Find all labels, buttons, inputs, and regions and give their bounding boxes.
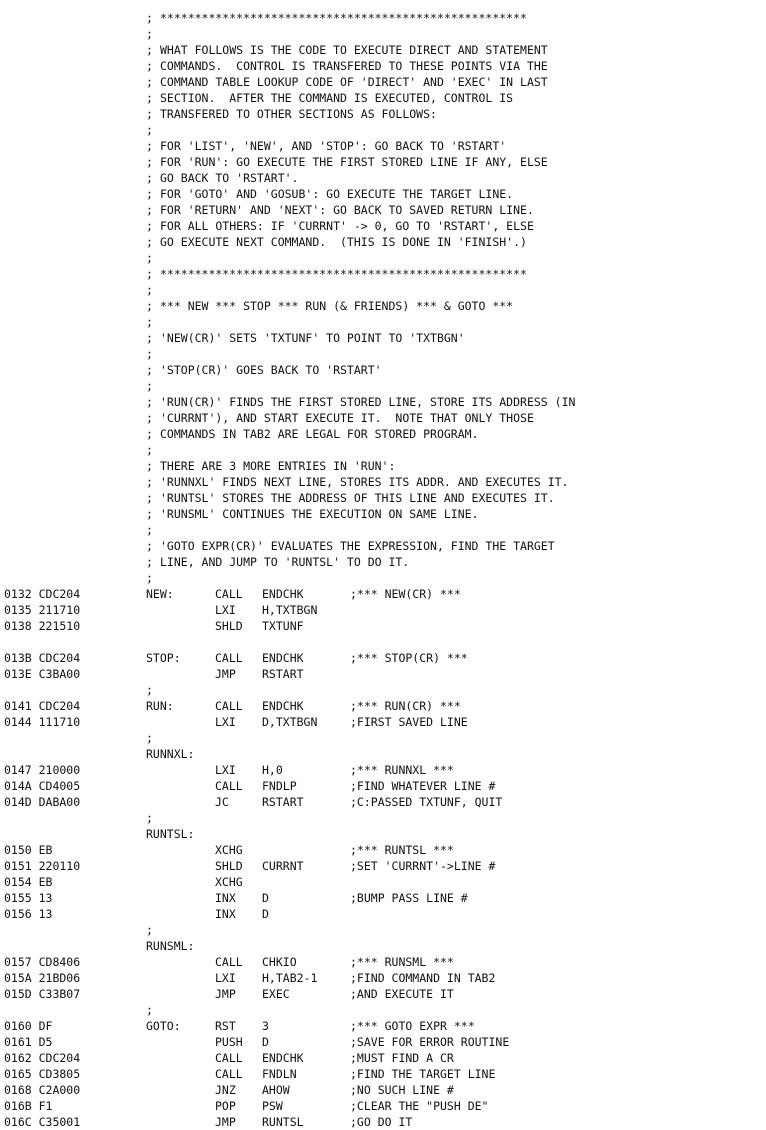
comment-text: FOR 'GOTO' AND 'GOSUB': GO EXECUTE THE TARGET LINE.	[160, 187, 514, 201]
comment-semicolon: ;	[146, 411, 153, 425]
comment-text: 'CURRNT'), AND START EXECUTE IT. NOTE THAT ONLY THOSE	[160, 411, 534, 425]
comment-semicolon: ;	[146, 1003, 153, 1017]
comment-semicolon: ;	[146, 491, 153, 505]
line-comment: ;CLEAR THE "PUSH DE"	[350, 1099, 489, 1113]
mnemonic: CALL	[215, 699, 243, 713]
code-line	[0, 1002, 766, 1018]
line-comment: ;*** RUN(CR) ***	[350, 699, 461, 713]
code-line	[0, 986, 766, 1002]
comment-semicolon: ;	[146, 571, 153, 585]
operand: H,TXTBGN	[262, 603, 318, 617]
comment-line	[0, 106, 766, 122]
operand: RUNTSL	[262, 1115, 304, 1129]
code-line	[0, 794, 766, 810]
mnemonic: XCHG	[215, 875, 243, 889]
code-line	[0, 954, 766, 970]
line-comment: ;*** NEW(CR) ***	[350, 587, 461, 601]
comment-line	[0, 442, 766, 458]
comment-line	[0, 202, 766, 218]
comment-line	[0, 362, 766, 378]
comment-line	[0, 314, 766, 330]
comment-line	[0, 298, 766, 314]
comment-semicolon: ;	[146, 155, 153, 169]
line-comment: ;FIRST SAVED LINE	[350, 715, 468, 729]
comment-text: 'GOTO EXPR(CR)' EVALUATES THE EXPRESSION, FIND THE TARGET	[160, 539, 555, 553]
line-comment: ;*** RUNTSL ***	[350, 843, 454, 857]
code-line	[0, 1082, 766, 1098]
comment-line	[0, 154, 766, 170]
comment-text: WHAT FOLLOWS IS THE CODE TO EXECUTE DIRECT AND STATEMENT	[160, 43, 548, 57]
address-opcode: 016B F1	[4, 1099, 53, 1113]
code-line	[0, 730, 766, 746]
operand: H,TAB2-1	[262, 971, 318, 985]
line-comment: ;*** STOP(CR) ***	[350, 651, 468, 665]
comment-semicolon: ;	[146, 203, 153, 217]
comment-line	[0, 554, 766, 570]
mnemonic: PUSH	[215, 1035, 243, 1049]
mnemonic: JMP	[215, 667, 236, 681]
comment-semicolon: ;	[146, 379, 153, 393]
comment-line	[0, 474, 766, 490]
comment-text: COMMANDS. CONTROL IS TRANSFERED TO THESE POINTS VIA THE	[160, 59, 548, 73]
comment-line	[0, 458, 766, 474]
address-opcode: 0147 210000	[4, 763, 81, 777]
comment-line	[0, 538, 766, 554]
address-opcode: 0151 220110	[4, 859, 81, 873]
mnemonic: CALL	[215, 1067, 243, 1081]
mnemonic: CALL	[215, 651, 243, 665]
comment-text: FOR ALL OTHERS: IF 'CURRNT' -> 0, GO TO 'RSTART', ELSE	[160, 219, 534, 233]
comment-semicolon: ;	[146, 507, 153, 521]
address-opcode: 0135 211710	[4, 603, 81, 617]
mnemonic: LXI	[215, 971, 236, 985]
comment-semicolon: ;	[146, 395, 153, 409]
mnemonic: JMP	[215, 987, 236, 1001]
line-comment: ;BUMP PASS LINE #	[350, 891, 468, 905]
mnemonic: JC	[215, 795, 229, 809]
operand: ENDCHK	[262, 651, 304, 665]
comment-line	[0, 90, 766, 106]
operand: FNDLP	[262, 779, 297, 793]
operand: CHKIO	[262, 955, 297, 969]
line-comment: ;C:PASSED TXTUNF, QUIT	[350, 795, 503, 809]
code-line	[0, 922, 766, 938]
code-line	[0, 1066, 766, 1082]
comment-semicolon: ;	[146, 555, 153, 569]
code-line	[0, 762, 766, 778]
comment-semicolon: ;	[146, 171, 153, 185]
comment-text: 'RUNNXL' FINDS NEXT LINE, STORES ITS ADDR. AND EXECUTES IT.	[160, 475, 569, 489]
line-comment: ;FIND THE TARGET LINE	[350, 1067, 496, 1081]
operand: TXTUNF	[262, 619, 304, 633]
comment-line	[0, 10, 766, 26]
comment-line	[0, 170, 766, 186]
comment-semicolon: ;	[146, 75, 153, 89]
comment-line	[0, 346, 766, 362]
address-opcode: 0162 CDC204	[4, 1051, 81, 1065]
comment-line	[0, 266, 766, 282]
comment-semicolon: ;	[146, 251, 153, 265]
comment-line	[0, 218, 766, 234]
mnemonic: LXI	[215, 603, 236, 617]
mnemonic: POP	[215, 1099, 236, 1113]
comment-text: COMMANDS IN TAB2 ARE LEGAL FOR STORED PROGRAM.	[160, 427, 479, 441]
code-line	[0, 682, 766, 698]
comment-line	[0, 410, 766, 426]
address-opcode: 0165 CD3805	[4, 1067, 81, 1081]
comment-semicolon: ;	[146, 283, 153, 297]
address-opcode: 013E C3BA00	[4, 667, 81, 681]
operand: ENDCHK	[262, 1051, 304, 1065]
code-line	[0, 810, 766, 826]
operand: RSTART	[262, 667, 304, 681]
comment-semicolon: ;	[146, 91, 153, 105]
address-opcode: 0132 CDC204	[4, 587, 81, 601]
comment-text: COMMAND TABLE LOOKUP CODE OF 'DIRECT' AND 'EXEC' IN LAST	[160, 75, 548, 89]
comment-semicolon: ;	[146, 107, 153, 121]
code-line	[0, 746, 766, 762]
comment-text: 'STOP(CR)' GOES BACK TO 'RSTART'	[160, 363, 382, 377]
operand: FNDLN	[262, 1067, 297, 1081]
comment-semicolon: ;	[146, 363, 153, 377]
comment-line	[0, 138, 766, 154]
comment-semicolon: ;	[146, 123, 153, 137]
operand: PSW	[262, 1099, 283, 1113]
line-comment: ;SAVE FOR ERROR ROUTINE	[350, 1035, 510, 1049]
comment-text: *** NEW *** STOP *** RUN (& FRIENDS) *** & GOTO ***	[160, 299, 514, 313]
comment-text: 'NEW(CR)' SETS 'TXTUNF' TO POINT TO 'TXTBGN'	[160, 331, 465, 345]
comment-line	[0, 490, 766, 506]
operand: D	[262, 1035, 269, 1049]
mnemonic: CALL	[215, 779, 243, 793]
code-line	[0, 874, 766, 890]
comment-line	[0, 330, 766, 346]
comment-semicolon: ;	[146, 43, 153, 57]
mnemonic: SHLD	[215, 619, 243, 633]
comment-line	[0, 250, 766, 266]
mnemonic: SHLD	[215, 859, 243, 873]
comment-semicolon: ;	[146, 299, 153, 313]
address-opcode: 015A 21BD06	[4, 971, 81, 985]
comment-semicolon: ;	[146, 427, 153, 441]
code-line	[0, 938, 766, 954]
code-label: GOTO:	[146, 1019, 181, 1033]
comment-line	[0, 522, 766, 538]
mnemonic: INX	[215, 907, 236, 921]
comment-text: GO EXECUTE NEXT COMMAND. (THIS IS DONE IN 'FINISH'.)	[160, 235, 527, 249]
comment-semicolon: ;	[146, 219, 153, 233]
mnemonic: CALL	[215, 1051, 243, 1065]
address-opcode: 0168 C2A000	[4, 1083, 81, 1097]
comment-semicolon: ;	[146, 11, 153, 25]
address-opcode: 0141 CDC204	[4, 699, 81, 713]
comment-line	[0, 506, 766, 522]
mnemonic: INX	[215, 891, 236, 905]
code-line	[0, 698, 766, 714]
line-comment: ;*** GOTO EXPR ***	[350, 1019, 475, 1033]
code-line	[0, 618, 766, 634]
comment-semicolon: ;	[146, 347, 153, 361]
address-opcode: 0154 EB	[4, 875, 53, 889]
address-opcode: 014D DABA00	[4, 795, 81, 809]
address-opcode: 0157 CD8406	[4, 955, 81, 969]
comment-semicolon: ;	[146, 235, 153, 249]
code-line	[0, 970, 766, 986]
line-comment: ;SET 'CURRNT'->LINE #	[350, 859, 496, 873]
operand: EXEC	[262, 987, 290, 1001]
comment-text: 'RUNSML' CONTINUES THE EXECUTION ON SAME LINE.	[160, 507, 479, 521]
operand: D	[262, 907, 269, 921]
address-opcode: 014A CD4005	[4, 779, 81, 793]
address-opcode: 013B CDC204	[4, 651, 81, 665]
comment-text: LINE, AND JUMP TO 'RUNTSL' TO DO IT.	[160, 555, 410, 569]
code-line	[0, 1098, 766, 1114]
comment-text: *****************************************************	[160, 267, 527, 281]
code-line	[0, 842, 766, 858]
code-label: NEW:	[146, 587, 174, 601]
comment-line	[0, 426, 766, 442]
comment-semicolon: ;	[146, 731, 153, 745]
operand: AHOW	[262, 1083, 290, 1097]
comment-line	[0, 26, 766, 42]
address-opcode: 0150 EB	[4, 843, 53, 857]
address-opcode: 0156 13	[4, 907, 53, 921]
comment-text: TRANSFERED TO OTHER SECTIONS AS FOLLOWS:	[160, 107, 437, 121]
code-line	[0, 650, 766, 666]
operand: CURRNT	[262, 859, 304, 873]
comment-semicolon: ;	[146, 443, 153, 457]
comment-semicolon: ;	[146, 139, 153, 153]
address-opcode: 0161 D5	[4, 1035, 53, 1049]
code-line	[0, 602, 766, 618]
operand: 3	[262, 1019, 269, 1033]
line-comment: ;FIND WHATEVER LINE #	[350, 779, 496, 793]
code-line	[0, 1034, 766, 1050]
line-comment: ;*** RUNSML ***	[350, 955, 454, 969]
comment-text: 'RUN(CR)' FINDS THE FIRST STORED LINE, STORE ITS ADDRESS (IN	[160, 395, 576, 409]
comment-text: THERE ARE 3 MORE ENTRIES IN 'RUN':	[160, 459, 396, 473]
comment-semicolon: ;	[146, 811, 153, 825]
comment-semicolon: ;	[146, 267, 153, 281]
line-comment: ;*** RUNNXL ***	[350, 763, 454, 777]
code-line	[0, 778, 766, 794]
mnemonic: JMP	[215, 1115, 236, 1129]
comment-text: 'RUNTSL' STORES THE ADDRESS OF THIS LINE AND EXECUTES IT.	[160, 491, 555, 505]
code-line	[0, 906, 766, 922]
comment-semicolon: ;	[146, 27, 153, 41]
comment-line	[0, 122, 766, 138]
comment-semicolon: ;	[146, 331, 153, 345]
comment-line	[0, 58, 766, 74]
comment-semicolon: ;	[146, 459, 153, 473]
mnemonic: XCHG	[215, 843, 243, 857]
code-line	[0, 666, 766, 682]
address-opcode: 0138 221510	[4, 619, 81, 633]
line-comment: ;MUST FIND A CR	[350, 1051, 454, 1065]
operand: RSTART	[262, 795, 304, 809]
line-comment: ;NO SUCH LINE #	[350, 1083, 454, 1097]
comment-line	[0, 394, 766, 410]
comment-text: FOR 'LIST', 'NEW', AND 'STOP': GO BACK TO 'RSTART'	[160, 139, 507, 153]
operand: ENDCHK	[262, 587, 304, 601]
comment-text: *****************************************************	[160, 11, 527, 25]
comment-line	[0, 234, 766, 250]
comment-text: SECTION. AFTER THE COMMAND IS EXECUTED, CONTROL IS	[160, 91, 514, 105]
comment-semicolon: ;	[146, 59, 153, 73]
mnemonic: LXI	[215, 763, 236, 777]
address-opcode: 0160 DF	[4, 1019, 53, 1033]
line-comment: ;AND EXECUTE IT	[350, 987, 454, 1001]
operand: ENDCHK	[262, 699, 304, 713]
comment-text: FOR 'RETURN' AND 'NEXT': GO BACK TO SAVED RETURN LINE.	[160, 203, 534, 217]
mnemonic: LXI	[215, 715, 236, 729]
line-comment: ;GO DO IT	[350, 1115, 413, 1129]
comment-semicolon: ;	[146, 523, 153, 537]
code-line	[0, 1114, 766, 1130]
comment-line	[0, 74, 766, 90]
address-opcode: 0144 111710	[4, 715, 81, 729]
comment-semicolon: ;	[146, 475, 153, 489]
address-opcode: 016C C35001	[4, 1115, 81, 1129]
address-opcode: 015D C33B07	[4, 987, 81, 1001]
code-line	[0, 714, 766, 730]
comment-text: GO BACK TO 'RSTART'.	[160, 171, 299, 185]
operand: D	[262, 891, 269, 905]
code-label: RUNTSL:	[146, 827, 195, 841]
comment-line	[0, 42, 766, 58]
comment-line	[0, 570, 766, 586]
code-line	[0, 1018, 766, 1034]
code-label: RUNSML:	[146, 939, 195, 953]
mnemonic: JNZ	[215, 1083, 236, 1097]
comment-semicolon: ;	[146, 923, 153, 937]
code-line	[0, 858, 766, 874]
code-line	[0, 586, 766, 602]
comment-line	[0, 378, 766, 394]
code-line	[0, 890, 766, 906]
code-label: STOP:	[146, 651, 181, 665]
comment-semicolon: ;	[146, 683, 153, 697]
operand: D,TXTBGN	[262, 715, 318, 729]
mnemonic: RST	[215, 1019, 236, 1033]
line-comment: ;FIND COMMAND IN TAB2	[350, 971, 496, 985]
code-label: RUN:	[146, 699, 174, 713]
comment-semicolon: ;	[146, 539, 153, 553]
code-line	[0, 1050, 766, 1066]
comment-line	[0, 186, 766, 202]
comment-line	[0, 282, 766, 298]
mnemonic: CALL	[215, 587, 243, 601]
operand: H,0	[262, 763, 283, 777]
code-label: RUNNXL:	[146, 747, 195, 761]
comment-semicolon: ;	[146, 187, 153, 201]
address-opcode: 0155 13	[4, 891, 53, 905]
code-line	[0, 826, 766, 842]
comment-text: FOR 'RUN': GO EXECUTE THE FIRST STORED LINE IF ANY, ELSE	[160, 155, 548, 169]
mnemonic: CALL	[215, 955, 243, 969]
comment-semicolon: ;	[146, 315, 153, 329]
